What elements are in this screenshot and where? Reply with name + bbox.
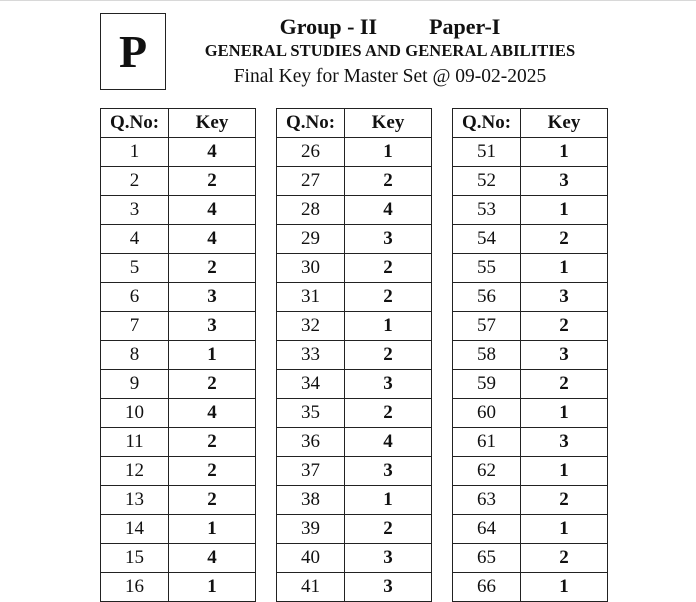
table-row xyxy=(453,428,608,457)
table-row xyxy=(277,515,432,544)
key-title: Final Key for Master Set @ 09-02-2025 xyxy=(233,66,547,87)
table-row xyxy=(101,370,256,399)
question-number-cell: 14 xyxy=(101,515,169,544)
table-header-row xyxy=(101,109,256,138)
answer-key-cell: 2 xyxy=(169,457,256,486)
question-number-cell: 33 xyxy=(277,341,345,370)
key-column-header: Key xyxy=(521,109,608,138)
table-row xyxy=(101,312,256,341)
question-number-cell: 15 xyxy=(101,544,169,573)
answer-key-cell: 2 xyxy=(345,515,432,544)
answer-key-cell: 1 xyxy=(169,515,256,544)
question-number-cell: 9 xyxy=(101,370,169,399)
question-number-cell: 16 xyxy=(101,573,169,602)
table-row xyxy=(453,167,608,196)
table-row xyxy=(101,399,256,428)
table-row xyxy=(453,457,608,486)
key-column-header: Key xyxy=(345,109,432,138)
question-number-cell: 64 xyxy=(453,515,521,544)
answer-key-cell: 2 xyxy=(345,254,432,283)
table-row xyxy=(277,196,432,225)
question-number-cell: 4 xyxy=(101,225,169,254)
table-row xyxy=(101,138,256,167)
question-number-cell: 27 xyxy=(277,167,345,196)
answer-key-cell: 2 xyxy=(169,167,256,196)
answer-key-cell: 3 xyxy=(521,428,608,457)
answer-key-cell: 3 xyxy=(345,573,432,602)
table-row xyxy=(101,515,256,544)
question-number-cell: 53 xyxy=(453,196,521,225)
table-row xyxy=(277,573,432,602)
answer-key-cell: 2 xyxy=(345,341,432,370)
question-number-cell: 51 xyxy=(453,138,521,167)
table-row xyxy=(101,254,256,283)
question-number-cell: 54 xyxy=(453,225,521,254)
question-number-cell: 63 xyxy=(453,486,521,515)
question-number-cell: 41 xyxy=(277,573,345,602)
question-number-cell: 60 xyxy=(453,399,521,428)
table-header-row xyxy=(453,109,608,138)
question-number-cell: 2 xyxy=(101,167,169,196)
question-number-cell: 55 xyxy=(453,254,521,283)
question-number-cell: 29 xyxy=(277,225,345,254)
table-row xyxy=(277,225,432,254)
table-row xyxy=(101,486,256,515)
subject-title: GENERAL STUDIES AND GENERAL ABILITIES xyxy=(204,41,576,60)
table-row xyxy=(277,370,432,399)
table-row xyxy=(453,225,608,254)
table-row xyxy=(277,254,432,283)
question-number-cell: 28 xyxy=(277,196,345,225)
answer-key-cell: 3 xyxy=(521,341,608,370)
answer-key-cell: 1 xyxy=(345,138,432,167)
answer-key-cell: 3 xyxy=(345,225,432,254)
answer-key-cell: 2 xyxy=(345,167,432,196)
answer-key-cell: 4 xyxy=(169,138,256,167)
question-number-cell: 10 xyxy=(101,399,169,428)
question-number-cell: 56 xyxy=(453,283,521,312)
answer-key-cell: 3 xyxy=(521,167,608,196)
answer-key-cell: 2 xyxy=(345,283,432,312)
question-number-cell: 3 xyxy=(101,196,169,225)
question-number-cell: 57 xyxy=(453,312,521,341)
document-header xyxy=(176,14,604,90)
table-row xyxy=(453,573,608,602)
table-row xyxy=(277,457,432,486)
table-row xyxy=(277,341,432,370)
table-row xyxy=(277,167,432,196)
answer-key-cell: 1 xyxy=(521,138,608,167)
answer-key-cell: 4 xyxy=(169,225,256,254)
question-number-cell: 1 xyxy=(101,138,169,167)
qno-column-header: Q.No: xyxy=(101,109,169,138)
answer-key-cell: 1 xyxy=(521,254,608,283)
answer-key-cell: 1 xyxy=(521,457,608,486)
question-number-cell: 26 xyxy=(277,138,345,167)
table-row xyxy=(453,341,608,370)
table-row xyxy=(453,196,608,225)
table-row xyxy=(101,167,256,196)
answer-key-cell: 2 xyxy=(169,428,256,457)
answer-key-cell: 2 xyxy=(169,486,256,515)
question-number-cell: 34 xyxy=(277,370,345,399)
answer-key-cell: 1 xyxy=(345,312,432,341)
table-row xyxy=(453,515,608,544)
table-row xyxy=(101,225,256,254)
question-number-cell: 30 xyxy=(277,254,345,283)
key-column-header: Key xyxy=(169,109,256,138)
answer-key-cell: 1 xyxy=(169,341,256,370)
table-row xyxy=(101,341,256,370)
table-row xyxy=(453,283,608,312)
question-number-cell: 32 xyxy=(277,312,345,341)
table-row xyxy=(101,283,256,312)
answer-key-cell: 2 xyxy=(345,399,432,428)
question-number-cell: 39 xyxy=(277,515,345,544)
answer-key-cell: 3 xyxy=(169,312,256,341)
table-row xyxy=(101,457,256,486)
question-number-cell: 58 xyxy=(453,341,521,370)
table-row xyxy=(277,399,432,428)
question-number-cell: 31 xyxy=(277,283,345,312)
answer-key-cell: 3 xyxy=(345,544,432,573)
answer-key-cell: 3 xyxy=(169,283,256,312)
answer-key-cell: 4 xyxy=(169,196,256,225)
table-row xyxy=(453,312,608,341)
answer-key-cell: 2 xyxy=(169,370,256,399)
answer-key-cell: 3 xyxy=(345,370,432,399)
table-row xyxy=(277,428,432,457)
question-number-cell: 62 xyxy=(453,457,521,486)
answer-key-cell: 3 xyxy=(521,283,608,312)
answer-key-cell: 3 xyxy=(345,457,432,486)
answer-key-table-1 xyxy=(100,108,256,602)
table-row xyxy=(453,370,608,399)
question-number-cell: 52 xyxy=(453,167,521,196)
question-number-cell: 35 xyxy=(277,399,345,428)
answer-key-cell: 2 xyxy=(169,254,256,283)
answer-key-cell: 1 xyxy=(345,486,432,515)
answer-key-cell: 1 xyxy=(521,515,608,544)
answer-key-cell: 2 xyxy=(521,544,608,573)
answer-key-cell: 1 xyxy=(521,196,608,225)
group-title: Group - II xyxy=(279,14,378,39)
question-number-cell: 6 xyxy=(101,283,169,312)
question-number-cell: 13 xyxy=(101,486,169,515)
title-line xyxy=(176,14,604,40)
table-row xyxy=(277,544,432,573)
answer-key-table-2 xyxy=(276,108,432,602)
answer-key-cell: 1 xyxy=(169,573,256,602)
table-row xyxy=(453,399,608,428)
answer-key-table-3 xyxy=(452,108,608,602)
question-number-cell: 11 xyxy=(101,428,169,457)
table-row xyxy=(277,486,432,515)
table-row xyxy=(453,138,608,167)
qno-column-header: Q.No: xyxy=(453,109,521,138)
table-row xyxy=(101,544,256,573)
answer-key-cell: 4 xyxy=(345,196,432,225)
question-number-cell: 40 xyxy=(277,544,345,573)
question-number-cell: 66 xyxy=(453,573,521,602)
question-number-cell: 8 xyxy=(101,341,169,370)
question-number-cell: 37 xyxy=(277,457,345,486)
set-code-box xyxy=(100,13,166,90)
table-row xyxy=(277,283,432,312)
qno-column-header: Q.No: xyxy=(277,109,345,138)
answer-key-cell: 4 xyxy=(345,428,432,457)
answer-key-cell: 1 xyxy=(521,573,608,602)
paper-title: Paper-I xyxy=(429,14,501,39)
set-code: P xyxy=(118,25,148,77)
table-row xyxy=(101,573,256,602)
question-number-cell: 38 xyxy=(277,486,345,515)
question-number-cell: 7 xyxy=(101,312,169,341)
question-number-cell: 5 xyxy=(101,254,169,283)
question-number-cell: 36 xyxy=(277,428,345,457)
table-row xyxy=(453,486,608,515)
table-row xyxy=(101,196,256,225)
table-row xyxy=(277,312,432,341)
question-number-cell: 61 xyxy=(453,428,521,457)
answer-key-cell: 2 xyxy=(521,225,608,254)
table-row xyxy=(277,138,432,167)
question-number-cell: 12 xyxy=(101,457,169,486)
answer-key-cell: 4 xyxy=(169,544,256,573)
table-header-row xyxy=(277,109,432,138)
answer-key-cell: 2 xyxy=(521,312,608,341)
answer-key-cell: 2 xyxy=(521,370,608,399)
question-number-cell: 65 xyxy=(453,544,521,573)
answer-key-cell: 4 xyxy=(169,399,256,428)
table-row xyxy=(453,544,608,573)
answer-key-cell: 1 xyxy=(521,399,608,428)
page-top-rule xyxy=(0,0,696,1)
question-number-cell: 59 xyxy=(453,370,521,399)
answer-key-cell: 2 xyxy=(521,486,608,515)
table-row xyxy=(453,254,608,283)
table-row xyxy=(101,428,256,457)
